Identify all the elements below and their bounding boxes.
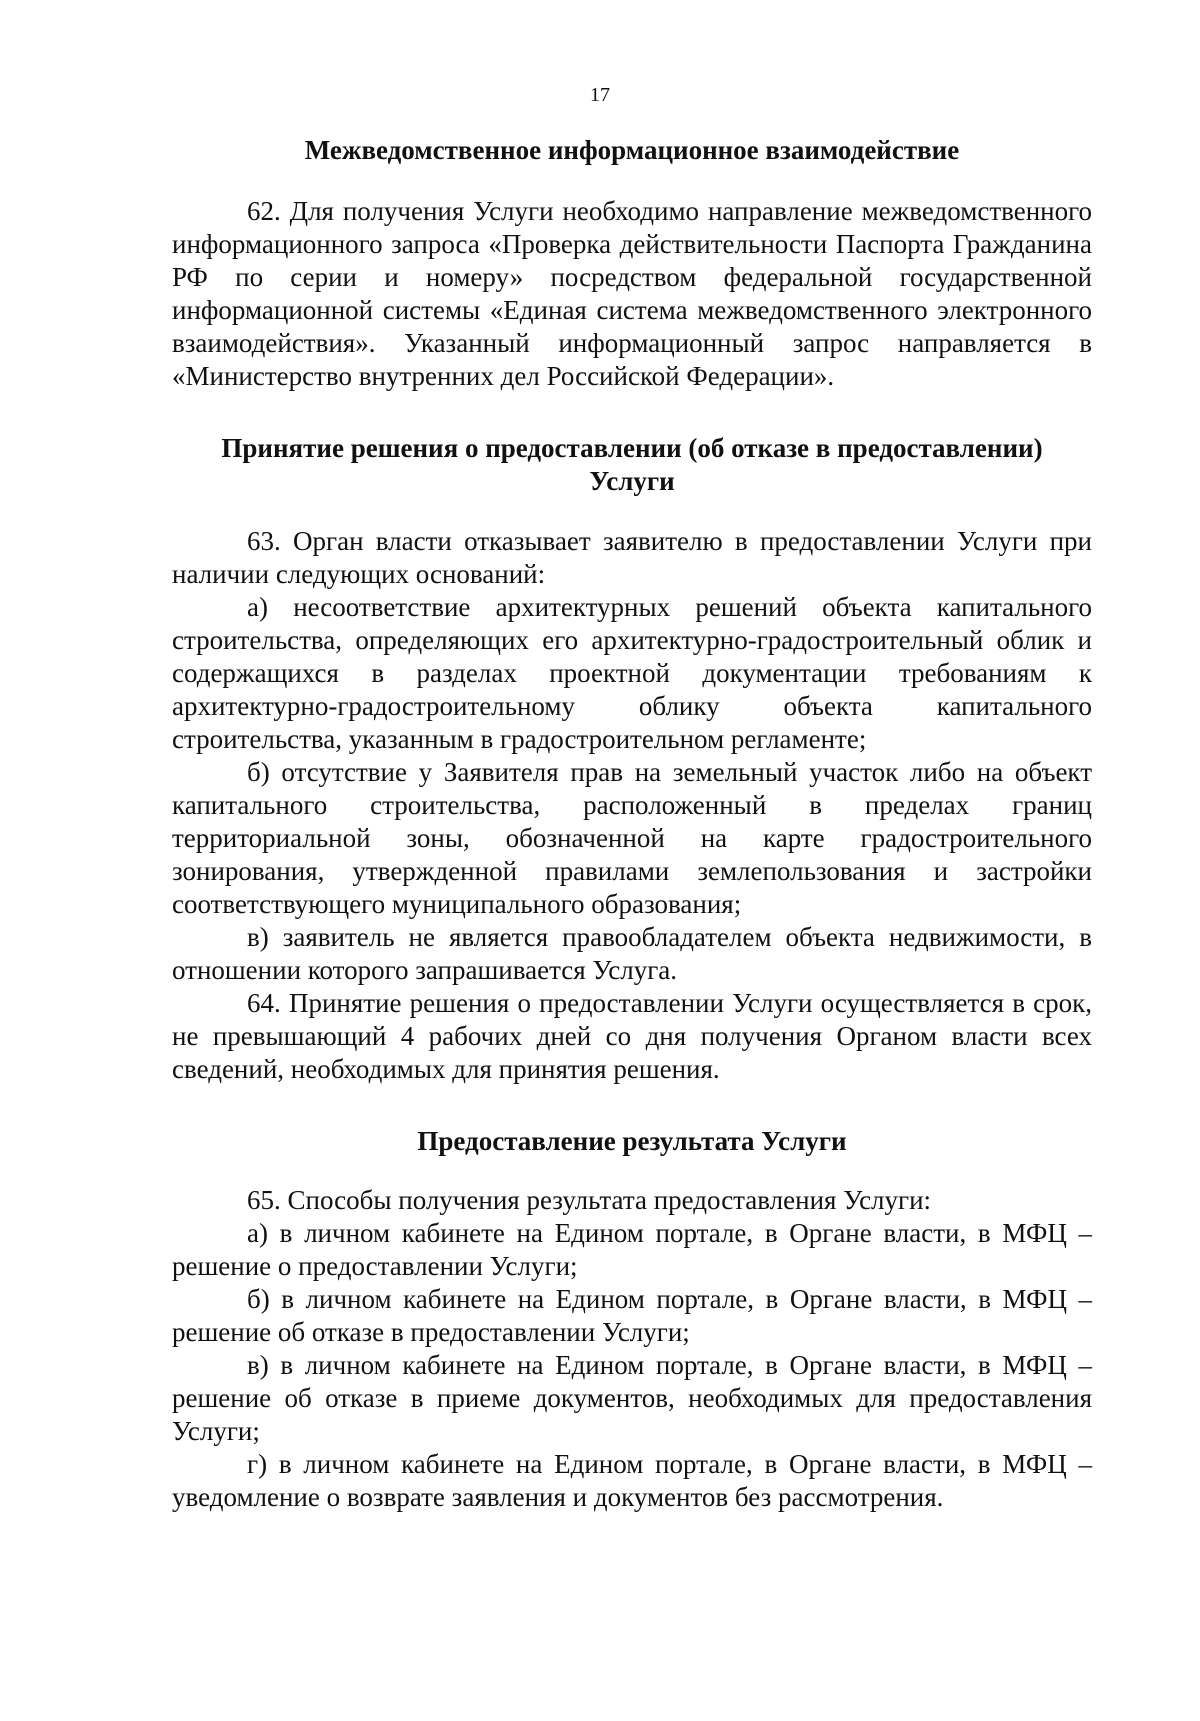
paragraph-65-a: а) в личном кабинете на Едином портале, в Органе власти, в МФЦ – решение о предоставлении Услуги;: [172, 1218, 1092, 1281]
section-heading-result: Предоставление результата Услуги: [417, 1126, 847, 1156]
section-heading-decision-line2: Услуги: [589, 466, 675, 496]
section-heading-decision: [172, 432, 1092, 498]
paragraph-65: 65. Способы получения результата предоставления Услуги:: [247, 1185, 932, 1215]
paragraph-65-g: г) в личном кабинете на Едином портале, в Органе власти, в МФЦ – уведомление о возврате заявления и документов без рассмотрения.: [172, 1449, 1092, 1512]
page-number: 17: [590, 84, 610, 106]
paragraph-64: 64. Принятие решения о предоставлении Услуги осуществляется в срок, не превышающий 4 рабочих дней со дня получения Органом власти всех сведений, необходимых для принятия решения.: [172, 988, 1092, 1084]
paragraph-63: 63. Орган власти отказывает заявителю в предоставлении Услуги при наличии следующих оснований:: [172, 526, 1092, 589]
paragraph-63-a: а) несоответствие архитектурных решений объекта капитального строительства, определяющих его архитектурно-градостроительный облик и содержащихся в разделах проектной документации требованиям к архитектурно-градостроительному облику объекта капитального строительства, указанным в градостроительном регламенте;: [172, 592, 1092, 754]
paragraph-63-v: в) заявитель не является правообладателем объекта недвижимости, в отношении которого запрашивается Услуга.: [172, 922, 1092, 985]
section-heading-decision-line1: Принятие решения о предоставлении (об отказе в предоставлении): [221, 433, 1043, 463]
paragraph-63-b: б) отсутствие у Заявителя прав на земельный участок либо на объект капитального строительства, расположенный в пределах границ территориальной зоны, обозначенной на карте градостроительного зонирования, утвержденной правилами землепользования и застройки соответствующего муниципального образования;: [172, 757, 1092, 919]
paragraph-65-b: б) в личном кабинете на Едином портале, в Органе власти, в МФЦ – решение об отказе в предоставлении Услуги;: [172, 1284, 1092, 1347]
paragraph-62: 62. Для получения Услуги необходимо направление межведомственного информационного запроса «Проверка действительности Паспорта Гражданина РФ по серии и номеру» посредством федеральной государственной информационной системы «Единая система межведомственного электронного взаимодействия». Указанный информационный запрос направляется в «Министерство внутренних дел Российской Федерации».: [172, 196, 1092, 391]
section-heading-interagency: Межведомственное информационное взаимодействие: [304, 135, 960, 165]
paragraph-65-v: в) в личном кабинете на Едином портале, в Органе власти, в МФЦ – решение об отказе в приеме документов, необходимых для предоставления Услуги;: [172, 1350, 1092, 1446]
document-body: [172, 134, 1092, 1514]
